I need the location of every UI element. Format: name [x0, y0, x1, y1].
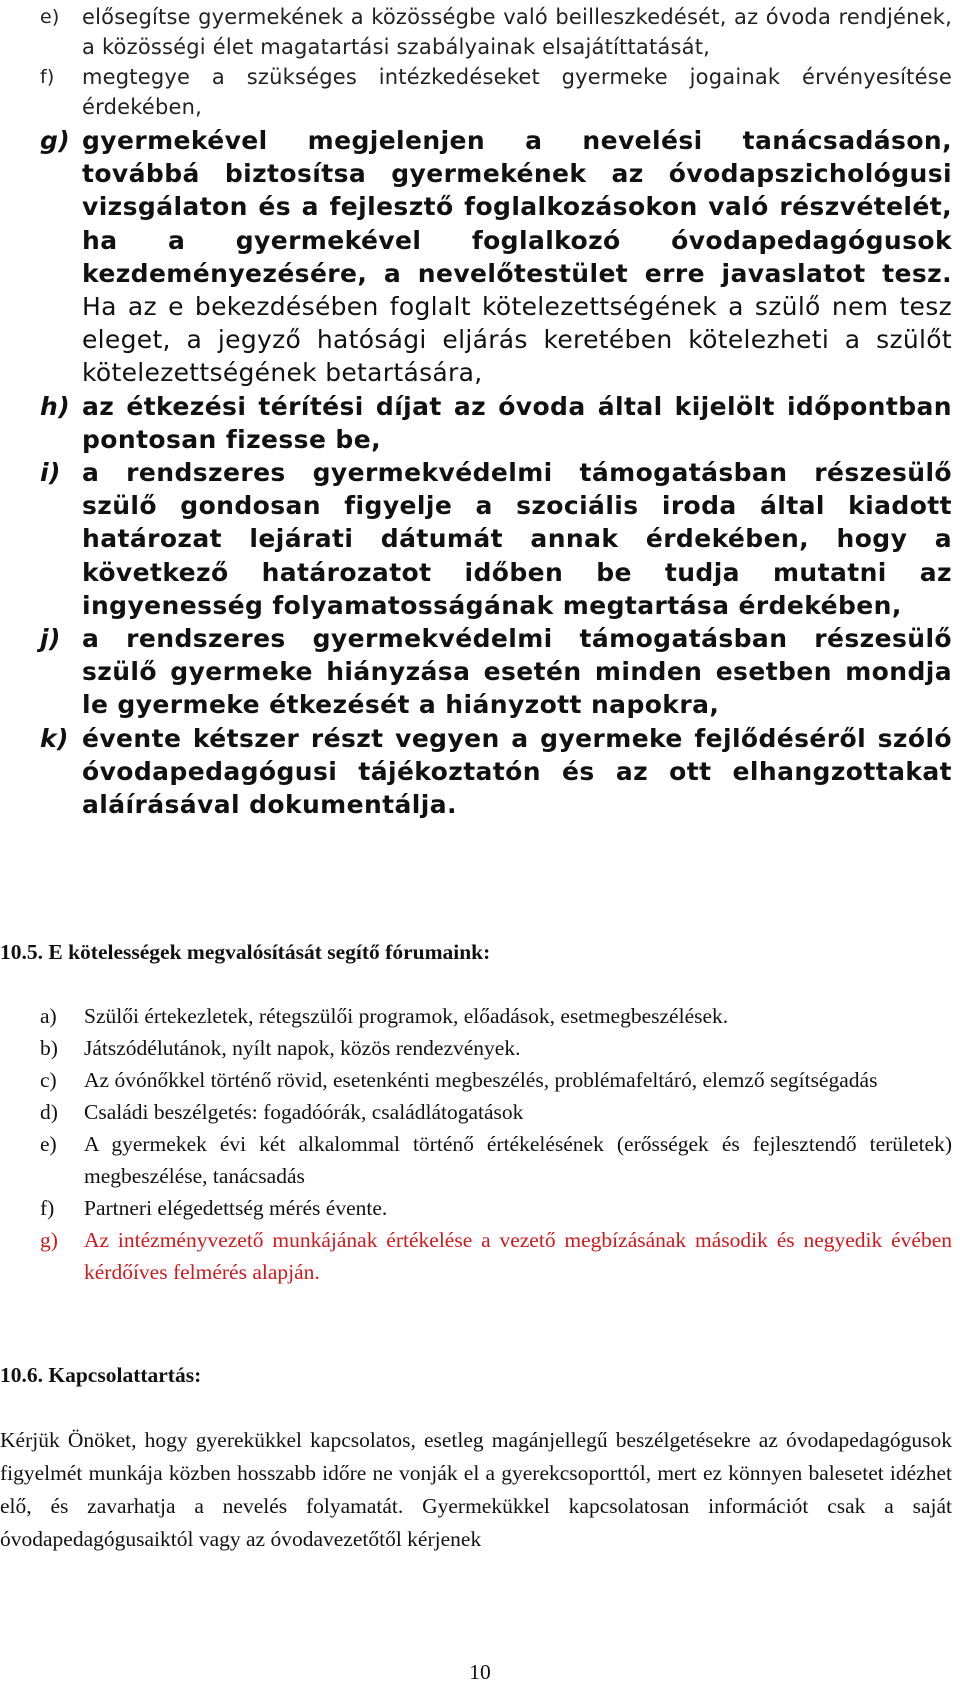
item-text: megtegye a szükséges intézkedéseket gyermeke jogainak érvényesítése érdekében, — [82, 65, 952, 119]
item-text-normal: Ha az e bekezdésében foglalt kötelezettségének a szülő nem tesz eleget, a jegyző hatósági eljárás keretében kötelezheti a szülőt kötelezettségének betartására, — [82, 292, 952, 388]
item-text: évente kétszer részt vegyen a gyermeke fejlődéséről szóló óvodapedagógusi tájékoztatón és az ott elhangzottakat aláírásával dokumentálja. — [82, 723, 952, 820]
item-marker: j) — [40, 624, 61, 654]
list-item — [40, 390, 952, 456]
item-text: A gyermekek évi két alkalommal történő értékelésének (erősségek és fejlesztendő területek) megbeszélése, tanácsadás — [84, 1132, 952, 1188]
obligations-list — [40, 2, 952, 821]
item-text: Partneri elégedettség mérés évente. — [84, 1196, 388, 1220]
list-item-highlighted — [40, 1224, 952, 1288]
list-item — [40, 456, 952, 622]
list-item — [40, 1064, 952, 1096]
section-title: Kapcsolattartás: — [48, 1363, 202, 1387]
list-item — [40, 1000, 952, 1032]
item-marker: g) — [40, 1228, 58, 1252]
item-marker: e) — [40, 6, 60, 28]
item-text: Családi beszélgetés: fogadóórák, családlátogatások — [84, 1100, 524, 1124]
item-marker: i) — [40, 458, 61, 488]
item-text: az étkezési térítési díjat az óvoda által kijelölt időpontban pontosan fizesse be, — [82, 391, 952, 454]
item-text: elősegítse gyermekének a közösségbe való beilleszkedését, az óvoda rendjének, a közösségi élet magatartási szabályainak elsajátíttatását, — [82, 5, 952, 59]
section-heading-10-5 — [0, 940, 490, 965]
item-marker: d) — [40, 1100, 58, 1124]
list-item — [40, 722, 952, 822]
list-item — [40, 124, 952, 390]
item-text: Játszódélutánok, nyílt napok, közös rendezvények. — [84, 1036, 521, 1060]
item-text: a rendszeres gyermekvédelmi támogatásban részesülő szülő gyermeke hiányzása esetén minden esetben mondja le gyermeke étkezését a hiányzott napokra, — [82, 624, 952, 720]
list-item — [40, 1096, 952, 1128]
item-marker: e) — [40, 1132, 57, 1156]
item-marker: c) — [40, 1068, 57, 1092]
section-heading-10-6 — [0, 1363, 201, 1388]
section-number: 10.5. — [0, 940, 43, 964]
item-text: Az intézményvezető munkájának értékelése a vezető megbízásának második és negyedik évében kérdőíves felmérés alapján. — [84, 1228, 952, 1284]
item-marker: k) — [40, 723, 69, 753]
item-text-bold: gyermekével megjelenjen a nevelési tanácsadáson, továbbá biztosítsa gyermekének az óvodapszichológusi vizsgálaton és a fejlesztő foglalkozásokon való részvételét, ha a gyermekével foglalkozó óvodapedagógusok kezdeményezésére, a nevelőtestület erre javaslatot tesz. — [82, 126, 952, 288]
item-marker: a) — [40, 1004, 57, 1028]
section-title: E kötelességek megvalósítását segítő fórumaink: — [48, 940, 491, 964]
item-text-container — [82, 124, 952, 390]
list-item — [40, 1032, 952, 1064]
list-item — [40, 62, 952, 122]
list-item — [40, 1128, 952, 1192]
item-marker: b) — [40, 1036, 58, 1060]
item-marker: f) — [40, 1196, 55, 1220]
list-item — [40, 1192, 952, 1224]
page-number: 10 — [469, 1660, 491, 1684]
item-text: Szülői értekezletek, rétegszülői programok, előadások, esetmegbeszélések. — [84, 1004, 729, 1028]
list-item — [40, 622, 952, 722]
item-marker: f) — [40, 66, 55, 88]
item-marker: g) — [40, 126, 71, 155]
list-item — [40, 2, 952, 62]
item-marker: h) — [40, 391, 71, 421]
item-text: Az óvónőkkel történő rövid, esetenkénti megbeszélés, problémafeltáró, elemző segítségadás — [84, 1068, 878, 1092]
contact-paragraph: Kérjük Önöket, hogy gyerekükkel kapcsolatos, esetleg magánjellegű beszélgetésekre az óvodapedagógusok figyelmét munkája közben hosszabb időre ne vonják el a gyerekcsoporttól, mert ez könnyen balesetet idézhet elő, és zavarhatja a nevelés folyamatát. Gyermekükkel kapcsolatosan információt csak a saját óvodapedagógusaiktól vagy az óvodavezetőtől kérjenek — [0, 1428, 952, 1551]
section-number: 10.6. — [0, 1363, 43, 1387]
forums-list — [40, 1000, 952, 1288]
item-text: a rendszeres gyermekvédelmi támogatásban részesülő szülő gondosan figyelje a szociális iroda által kiadott határozat lejárati dátumát annak érdekében, hogy a következő határozatot időben be tudja mutatni az ingyenesség folyamatosságának megtartása érdekében, — [82, 458, 952, 620]
